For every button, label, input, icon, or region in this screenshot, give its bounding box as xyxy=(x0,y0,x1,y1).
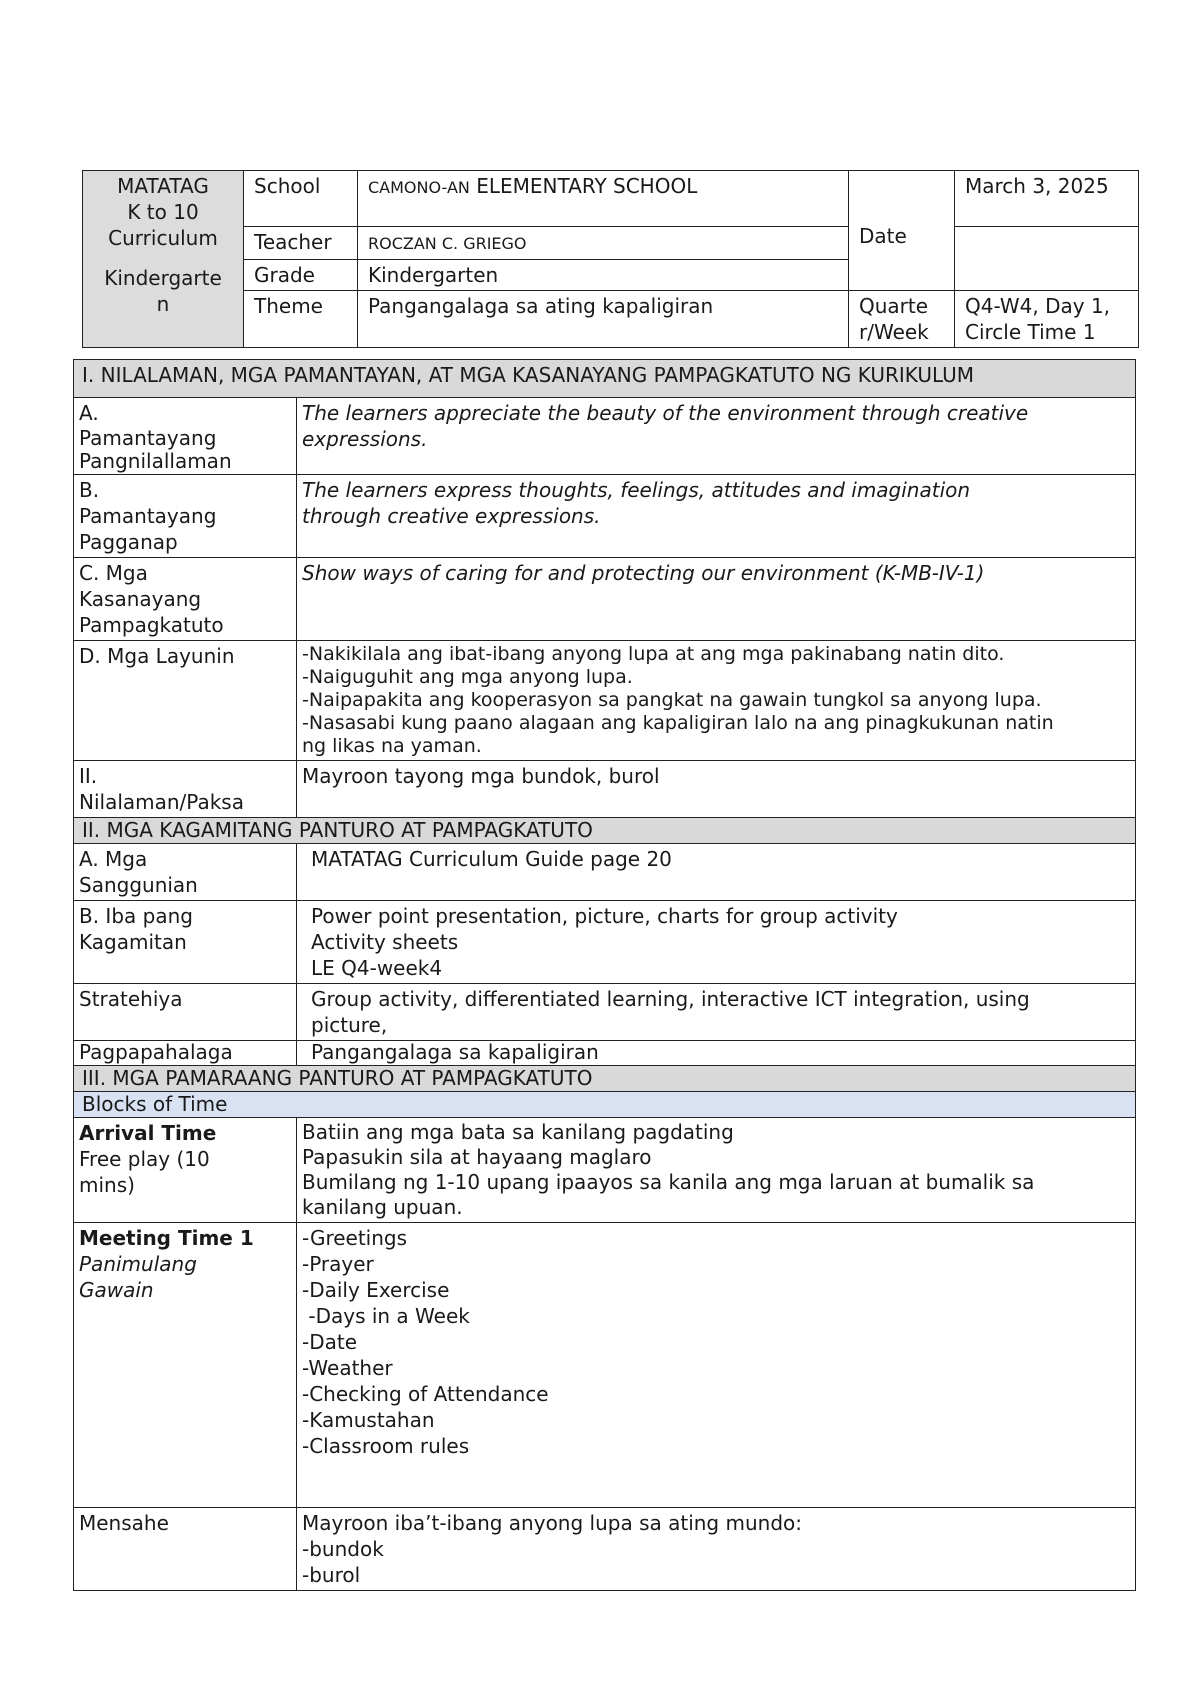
row-value: Show ways of caring for and protecting our environment (K-MB-IV-1) xyxy=(297,558,1136,641)
row-label: II. Nilalaman/Paksa xyxy=(74,761,297,818)
mensahe-label: Mensahe xyxy=(74,1508,297,1591)
level-line: n xyxy=(156,292,170,316)
curriculum-line: K to 10 xyxy=(127,200,199,224)
row-label: A. Mga Sanggunian xyxy=(74,844,297,901)
main-table xyxy=(73,359,1136,1591)
row-label: D. Mga Layunin xyxy=(74,641,297,761)
curriculum-line: MATATAG xyxy=(117,174,209,198)
arrival-time-value: Batiin ang mga bata sa kanilang pagdating Papasukin sila at hayaang maglaro Bumilang ng 1-10 upang ipaayos sa kanila ang mga laruan at bumalik sa kanilang upuan. xyxy=(297,1118,1136,1223)
row-value: Group activity, differentiated learning, interactive ICT integration, using picture, xyxy=(297,984,1136,1041)
row-value: Pangangalaga sa kapaligiran xyxy=(297,1041,1136,1066)
level-line: Kindergarte xyxy=(104,266,222,290)
theme-value: Pangangalaga sa ating kapaligiran xyxy=(358,291,849,348)
meeting-time-value: -Greetings -Prayer -Daily Exercise -Days in a Week -Date -Weather -Checking of Attendance -Kamustahan -Classroom rules xyxy=(297,1223,1136,1508)
row-label: B. Pamantayang Pagganap xyxy=(74,475,297,558)
school-value: CAMONO-AN ELEMENTARY SCHOOL xyxy=(358,171,849,227)
row-label: B. Iba pang Kagamitan xyxy=(74,901,297,984)
row-label: Pagpapahalaga xyxy=(74,1041,297,1066)
curriculum-cell xyxy=(83,171,244,348)
mensahe-value: Mayroon iba’t-ibang anyong lupa sa ating mundo: -bundok -burol xyxy=(297,1508,1136,1591)
blank-cell xyxy=(955,227,1139,291)
row-label: A. Pamantayang Pangnilallaman xyxy=(74,398,297,475)
row-value: Mayroon tayong mga bundok, burol xyxy=(297,761,1136,818)
curriculum-line: Curriculum xyxy=(108,226,218,250)
teacher-label: Teacher xyxy=(244,227,358,260)
grade-label: Grade xyxy=(244,260,358,291)
row-value: MATATAG Curriculum Guide page 20 xyxy=(297,844,1136,901)
row-value: Power point presentation, picture, charts for group activity Activity sheets LE Q4-week4 xyxy=(297,901,1136,984)
date-label: Date xyxy=(849,171,955,291)
theme-label: Theme xyxy=(244,291,358,348)
section3-title: III. MGA PAMARAANG PANTURO AT PAMPAGKATUTO xyxy=(74,1066,1136,1092)
row-label: Stratehiya xyxy=(74,984,297,1041)
blocks-of-time-header: Blocks of Time xyxy=(74,1092,1136,1118)
section2-title: II. MGA KAGAMITANG PANTURO AT PAMPAGKATUTO xyxy=(74,818,1136,844)
date-value: March 3, 2025 xyxy=(955,171,1139,227)
meeting-time-label: Meeting Time 1 Panimulang Gawain xyxy=(74,1223,297,1508)
header-table xyxy=(82,170,1139,348)
grade-value: Kindergarten xyxy=(358,260,849,291)
arrival-time-label: Arrival Time Free play (10 mins) xyxy=(74,1118,297,1223)
row-value: -Nakikilala ang ibat-ibang anyong lupa at ang mga pakinabang natin dito. -Naiguguhit ang mga anyong lupa. -Naipapakita ang kooperasyon sa pangkat na gawain tungkol sa anyong lupa. -Nasasabi kung paano alagaan ang kapaligiran lalo na ang pinagkukunan natin ng likas na yaman. xyxy=(297,641,1136,761)
teacher-value: ROCZAN C. GRIEGO xyxy=(358,227,849,260)
quarter-value: Q4-W4, Day 1, Circle Time 1 xyxy=(955,291,1139,348)
school-label: School xyxy=(244,171,358,227)
row-value: The learners appreciate the beauty of the environment through creative expressions. xyxy=(297,398,1136,475)
quarter-label: Quarte r/Week xyxy=(849,291,955,348)
section1-title: I. NILALAMAN, MGA PAMANTAYAN, AT MGA KASANAYANG PAMPAGKATUTO NG KURIKULUM xyxy=(74,360,1136,398)
row-label: C. Mga Kasanayang Pampagkatuto xyxy=(74,558,297,641)
row-value: The learners express thoughts, feelings, attitudes and imagination through creative expressions. xyxy=(297,475,1136,558)
